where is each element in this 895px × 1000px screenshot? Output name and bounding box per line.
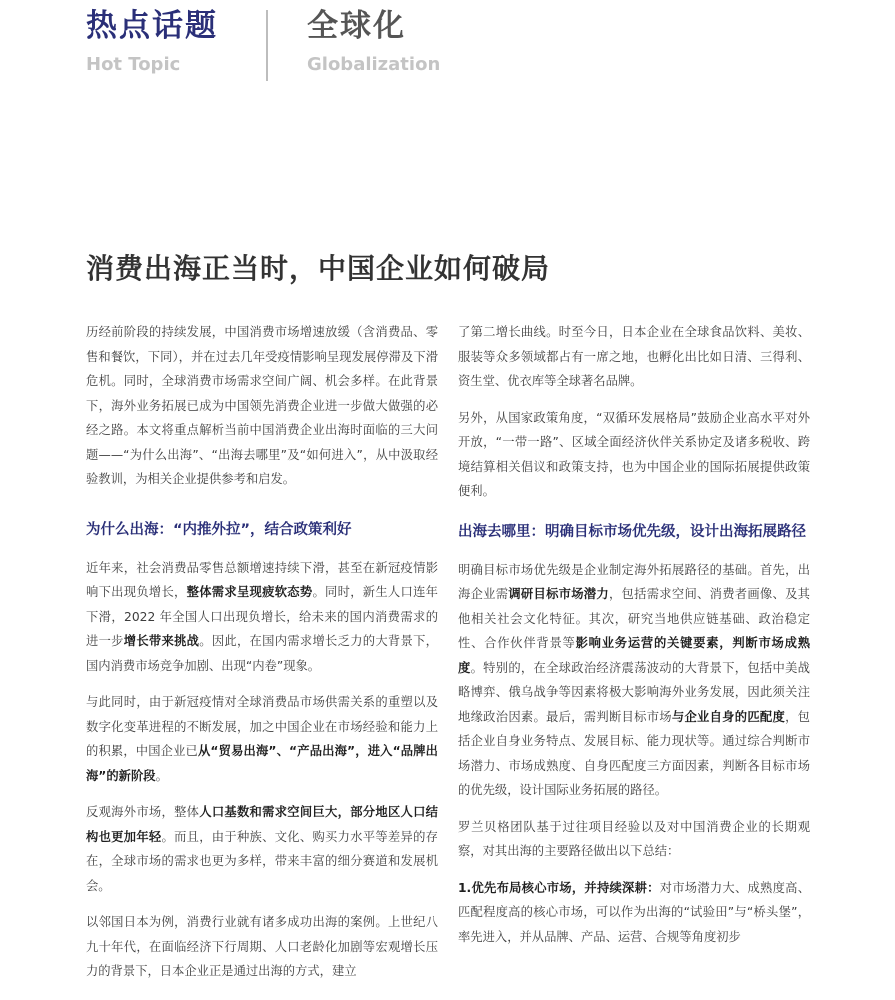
intro-paragraph: 历经前阶段的持续发展，中国消费市场增速放缓（含消费品、零售和餐饮，下同），并在过去几年受疫情影响呈现发展停滞及下滑危机。同时，全球消费市场需求空间广阔、机会多样。在此背景下，海外业务拓展已成为中国领先消费企业进一步做大做强的必经之路。本文将重点解析当前中国消费企业出海时面临的三大问题——“为什么出海”、“出海去哪里”及“如何进入”，从中汲取经验教训，为相关企业提供参考和启发。 — [86, 325, 438, 486]
bold-phrase: 人口基数和需求空间巨大，部分地区人口结构也更加年轻 — [86, 805, 438, 844]
bold-phrase: 增长带来挑战 — [123, 634, 200, 648]
hot-topic-subtitle: Hot Topic — [86, 54, 181, 75]
bold-phrase: 与企业自身的匹配度 — [671, 709, 786, 724]
paragraph-priority: 明确目标市场优先级是企业制定海外拓展路径的基础。首先，出海企业需调研目标市场潜力，包括需求空间、消费者画像、及其他相关社会文化特征。其次，研究当地供应链基础、政治稳定性、合作伙伴背景等影响业务运营的关键要素，判断市场成熟度。特别的，在全球政治经济震荡波动的大背景下，包括中美战略博弈、俄乌战争等因素将极大影响海外业务发展，因此须关注地缘政治因素。最后，需判断目标市场与企业自身的匹配度，包括企业自身业务特点、发展目标、能力现状等。通过综合判断市场潜力、市场成熟度、自身匹配度三方面因素，判断各目标市场的优先级，设计国际业务拓展的路径。 — [458, 562, 810, 797]
paragraph-japan-continued: 了第二增长曲线。时至今日，日本企业在全球食品饮料、美妆、服装等众多领域都占有一席之地，也孵化出比如日清、三得利、资生堂、优衣库等全球著名品牌。 — [458, 325, 810, 388]
header-divider — [266, 10, 268, 81]
paragraph-summary-intro: 罗兰贝格团队基于过往项目经验以及对中国消费企业的长期观察，对其出海的主要路径做出以下总结： — [458, 819, 810, 858]
section-label-hot-topic — [86, 6, 218, 75]
page-header — [0, 0, 895, 100]
bold-phrase: 调研目标市场潜力 — [508, 587, 609, 601]
paragraph-overseas: 反观海外市场，整体人口基数和需求空间巨大，部分地区人口结构也更加年轻。而且，由于种族、文化、购买力水平等差异的存在，全球市场的需求也更为多样，带来丰富的细分赛道和发展机会。 — [86, 805, 438, 893]
right-column — [458, 320, 810, 961]
article-title: 消费出海正当时，中国企业如何破局 — [86, 251, 551, 285]
section-heading-why: 为什么出海：“内推外拉”，结合政策利好 — [86, 521, 352, 538]
section-heading-where: 出海去哪里：明确目标市场优先级，设计出海拓展路径 — [458, 523, 806, 540]
paragraph-policy: 另外，从国家政策角度，“双循环发展格局”鼓励企业高水平对外开放，“一带一路”、区域全面经济伙伴关系协定及诸多税收、跨境结算相关倡议和政策支持，也为中国企业的国际拓展提供政策便利。 — [458, 410, 810, 498]
bold-phrase: 整体需求呈现疲软态势 — [186, 585, 313, 599]
list-item-core-markets: 1.优先布局核心市场，并持续深耕：对市场潜力大、成熟度高、匹配程度高的核心市场，可以作为出海的“试验田”与“桥头堡”，率先进入，并从品牌、产品、运营、合规等角度初步 — [458, 880, 810, 944]
bold-phrase: 影响业务运营的关键要素，判断市场成熟度 — [458, 636, 810, 675]
paragraph-japan: 以邻国日本为例，消费行业就有诸多成功出海的案例。上世纪八九十年代，在面临经济下行周期、人口老龄化加剧等宏观增长压力的背景下，日本企业正是通过出海的方式，建立 — [86, 915, 438, 978]
section-label-globalization — [307, 6, 440, 75]
globalization-title: 全球化 — [307, 8, 406, 44]
left-column — [86, 320, 438, 996]
paragraph-demand: 近年来，社会消费品零售总额增速持续下滑，甚至在新冠疫情影响下出现负增长，整体需求呈现疲软态势。同时，新生人口连年下滑，2022 年全国人口出现负增长，给未来的国内消费需求的进一步增长带来挑战。因此，在国内需求增长乏力的大背景下，国内消费市场竞争加剧、出现“内卷”现象。 — [86, 560, 438, 673]
hot-topic-title: 热点话题 — [86, 8, 218, 44]
list-item-lead: 1.优先布局核心市场，并持续深耕： — [458, 880, 660, 895]
bold-phrase: 从“贸易出海”、“产品出海”，进入“品牌出海”的新阶段 — [86, 744, 438, 783]
paragraph-stage: 与此同时，由于新冠疫情对全球消费品市场供需关系的重塑以及数字化变革进程的不断发展，加之中国企业在市场经验和能力上的积累，中国企业已从“贸易出海”、“产品出海”，进入“品牌出海”的新阶段。 — [86, 695, 438, 783]
globalization-subtitle: Globalization — [307, 54, 441, 75]
